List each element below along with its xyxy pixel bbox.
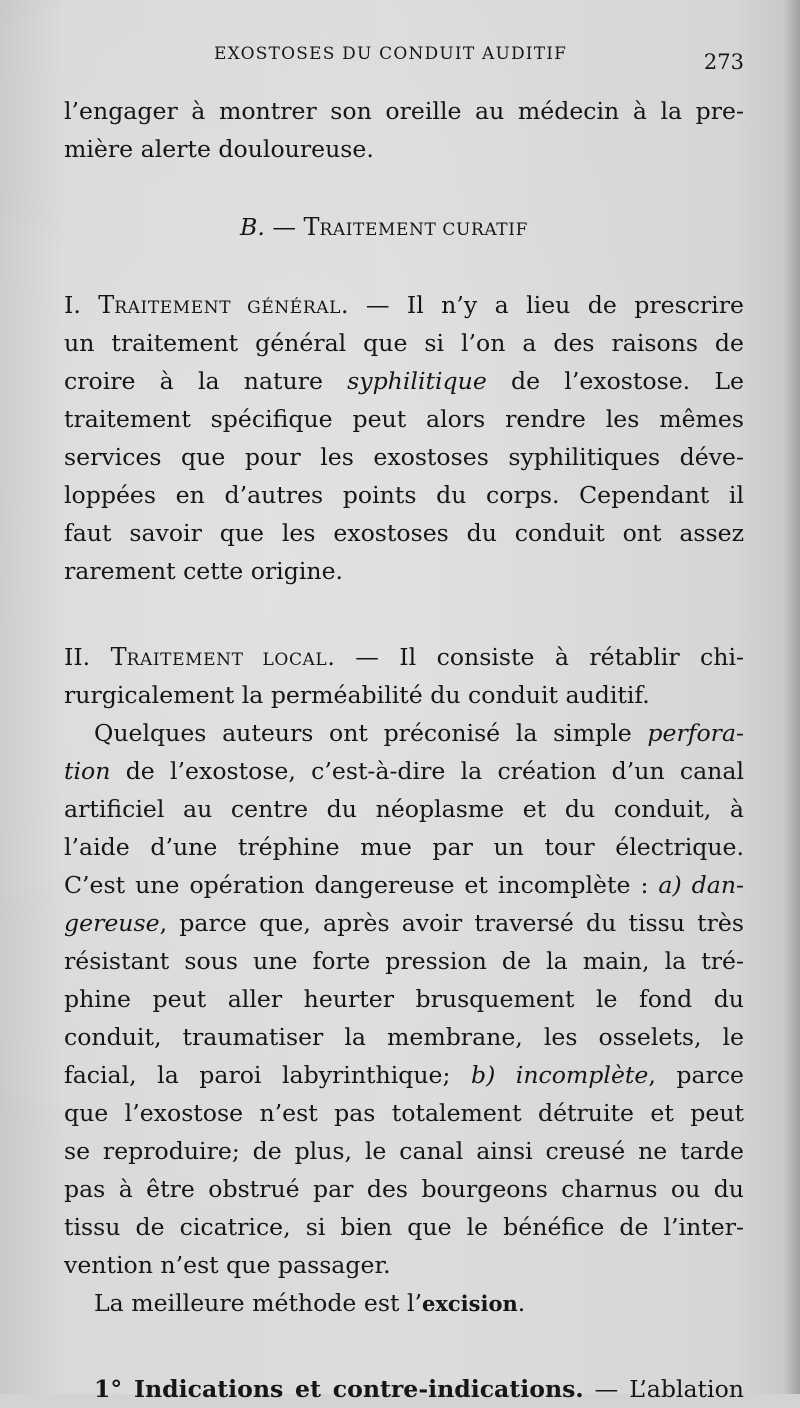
text-line: résistant sous une forte pression de la main, la tré-: [64, 947, 744, 975]
text-line: gereuse, parce que, après avoir traversé du tissu très: [64, 909, 744, 937]
text-line: rurgicalement la perméabilité du conduit auditif.: [64, 681, 650, 709]
text-line: que l’exostose n’est pas totalement détruite et peut: [64, 1099, 744, 1127]
text-line: artificiel au centre du néoplasme et du conduit, à: [64, 795, 744, 823]
text-line: phine peut aller heurter brusquement le fond du: [64, 985, 744, 1013]
page-edge-shadow: [784, 0, 800, 1394]
text-line: l’aide d’une tréphine mue par un tour électrique.: [64, 833, 744, 861]
text-line: se reproduire; de plus, le canal ainsi creusé ne tarde: [64, 1137, 744, 1165]
text-line: mière alerte douloureuse.: [64, 135, 374, 163]
text-line: conduit, traumatiser la membrane, les osselets, le: [64, 1023, 744, 1051]
text-line: l’engager à montrer son oreille au médecin à la pre-: [64, 97, 744, 125]
text-line: C’est une opération dangereuse et incomplète : a) dan-: [64, 871, 744, 899]
subsection-title-general: I. TRAITEMENT GÉNÉRAL. — Il n’y a lieu de prescrire: [64, 291, 744, 319]
page-header: [214, 44, 744, 74]
subsection-title-local: II. TRAITEMENT LOCAL. — Il consiste à rétablir chi-: [64, 643, 744, 671]
text-line: loppées en d’autres points du corps. Cependant il: [64, 481, 744, 509]
page-number: 273: [703, 50, 744, 74]
subsection-indications: 1° Indications et contre-indications. — L’ablation: [94, 1375, 744, 1403]
text-line: traitement spécifique peut alors rendre les mêmes: [64, 405, 744, 433]
text-line: La meilleure méthode est l’excision.: [94, 1289, 526, 1317]
text-line: un traitement général que si l’on a des raisons de: [64, 329, 744, 357]
text-line: Quelques auteurs ont préconisé la simple perfora-: [94, 719, 744, 747]
running-title: EXOSTOSES DU CONDUIT AUDITIF: [214, 44, 568, 64]
text-line: facial, la paroi labyrinthique; b) incomplète, parce: [64, 1061, 744, 1089]
text-line: tissu de cicatrice, si bien que le bénéfice de l’inter-: [64, 1213, 744, 1241]
text-line: vention n’est que passager.: [64, 1251, 391, 1279]
text-line: tion de l’exostose, c’est-à-dire la création d’un canal: [64, 757, 744, 785]
text-line: pas à être obstrué par des bourgeons charnus ou du: [64, 1175, 744, 1203]
text-line: rarement cette origine.: [64, 557, 344, 585]
text-line: croire à la nature syphilitique de l’exostose. Le: [64, 367, 744, 395]
text-line: faut savoir que les exostoses du conduit ont assez: [64, 519, 744, 547]
section-heading: B. — TRAITEMENT CURATIF: [240, 213, 528, 241]
text-line: services que pour les exostoses syphilitiques déve-: [64, 443, 744, 471]
body-text: [64, 92, 744, 1408]
